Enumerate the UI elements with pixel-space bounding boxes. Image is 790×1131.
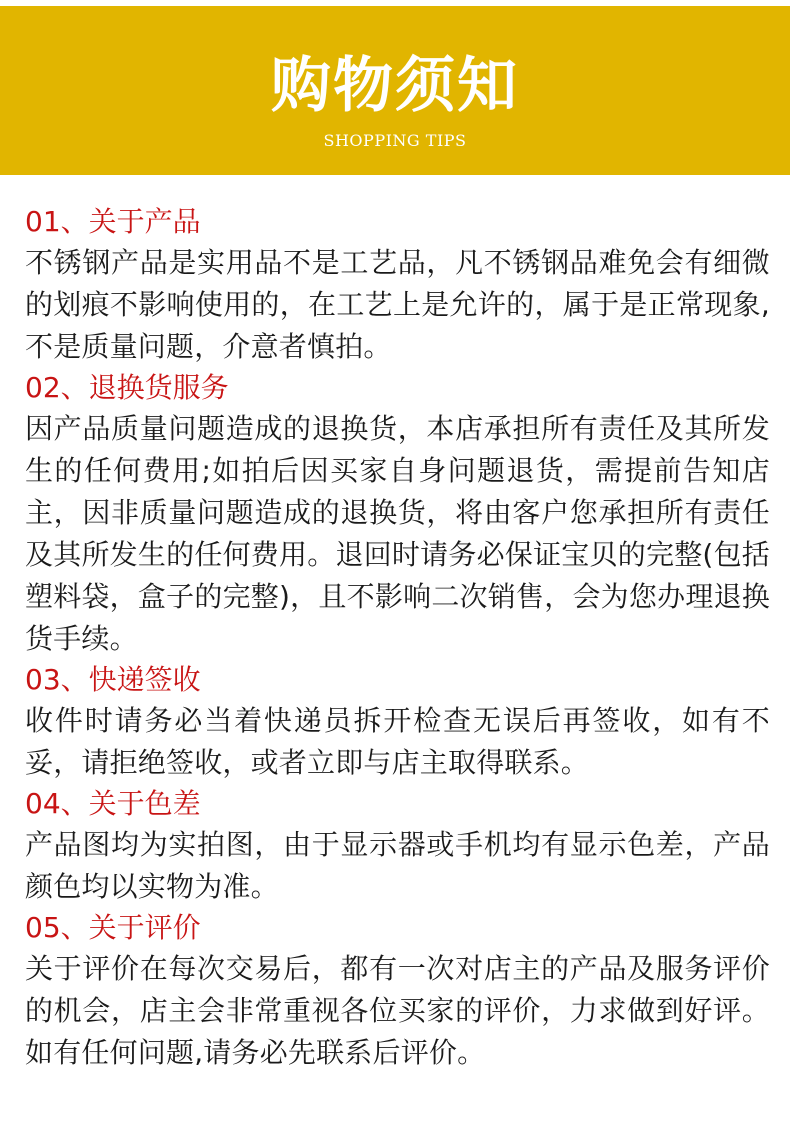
section-heading: 03、快递签收 — [25, 663, 201, 696]
section-body: 收件时请务必当着快递员拆开检查无误后再签收，如有不妥，请拒绝签收，或者立即与店主取得联系。 — [25, 704, 770, 779]
section-delivery — [25, 660, 770, 784]
section-heading: 05、关于评价 — [25, 911, 201, 944]
page-title: 购物须知 — [271, 51, 519, 121]
tips-content — [25, 202, 770, 1074]
page-subtitle: SHOPPING TIPS — [323, 131, 467, 150]
section-heading: 04、关于色差 — [25, 787, 201, 820]
section-returns — [25, 368, 770, 660]
section-body: 因产品质量问题造成的退换货，本店承担所有责任及其所发生的任何费用;如拍后因买家自身问题退货，需提前告知店主，因非质量问题造成的退换货，将由客户您承担所有责任及其所发生的任何费用。退回时请务必保证宝贝的完整(包括塑料袋，盒子的完整)，且不影响二次销售，会为您办理退换货手续。 — [25, 412, 770, 655]
section-product — [25, 202, 770, 368]
section-body: 不锈钢产品是实用品不是工艺品，凡不锈钢品难免会有细微的划痕不影响使用的，在工艺上是允许的，属于是正常现象,不是质量问题，介意者慎拍。 — [25, 246, 770, 363]
section-reviews — [25, 908, 770, 1074]
section-body: 关于评价在每次交易后，都有一次对店主的产品及服务评价的机会，店主会非常重视各位买家的评价，力求做到好评。如有任何问题,请务必先联系后评价。 — [25, 952, 770, 1069]
header-banner — [0, 6, 790, 175]
section-heading: 02、退换货服务 — [25, 371, 229, 404]
section-color — [25, 784, 770, 908]
section-heading: 01、关于产品 — [25, 205, 201, 238]
section-body: 产品图均为实拍图，由于显示器或手机均有显示色差，产品颜色均以实物为准。 — [25, 828, 770, 903]
